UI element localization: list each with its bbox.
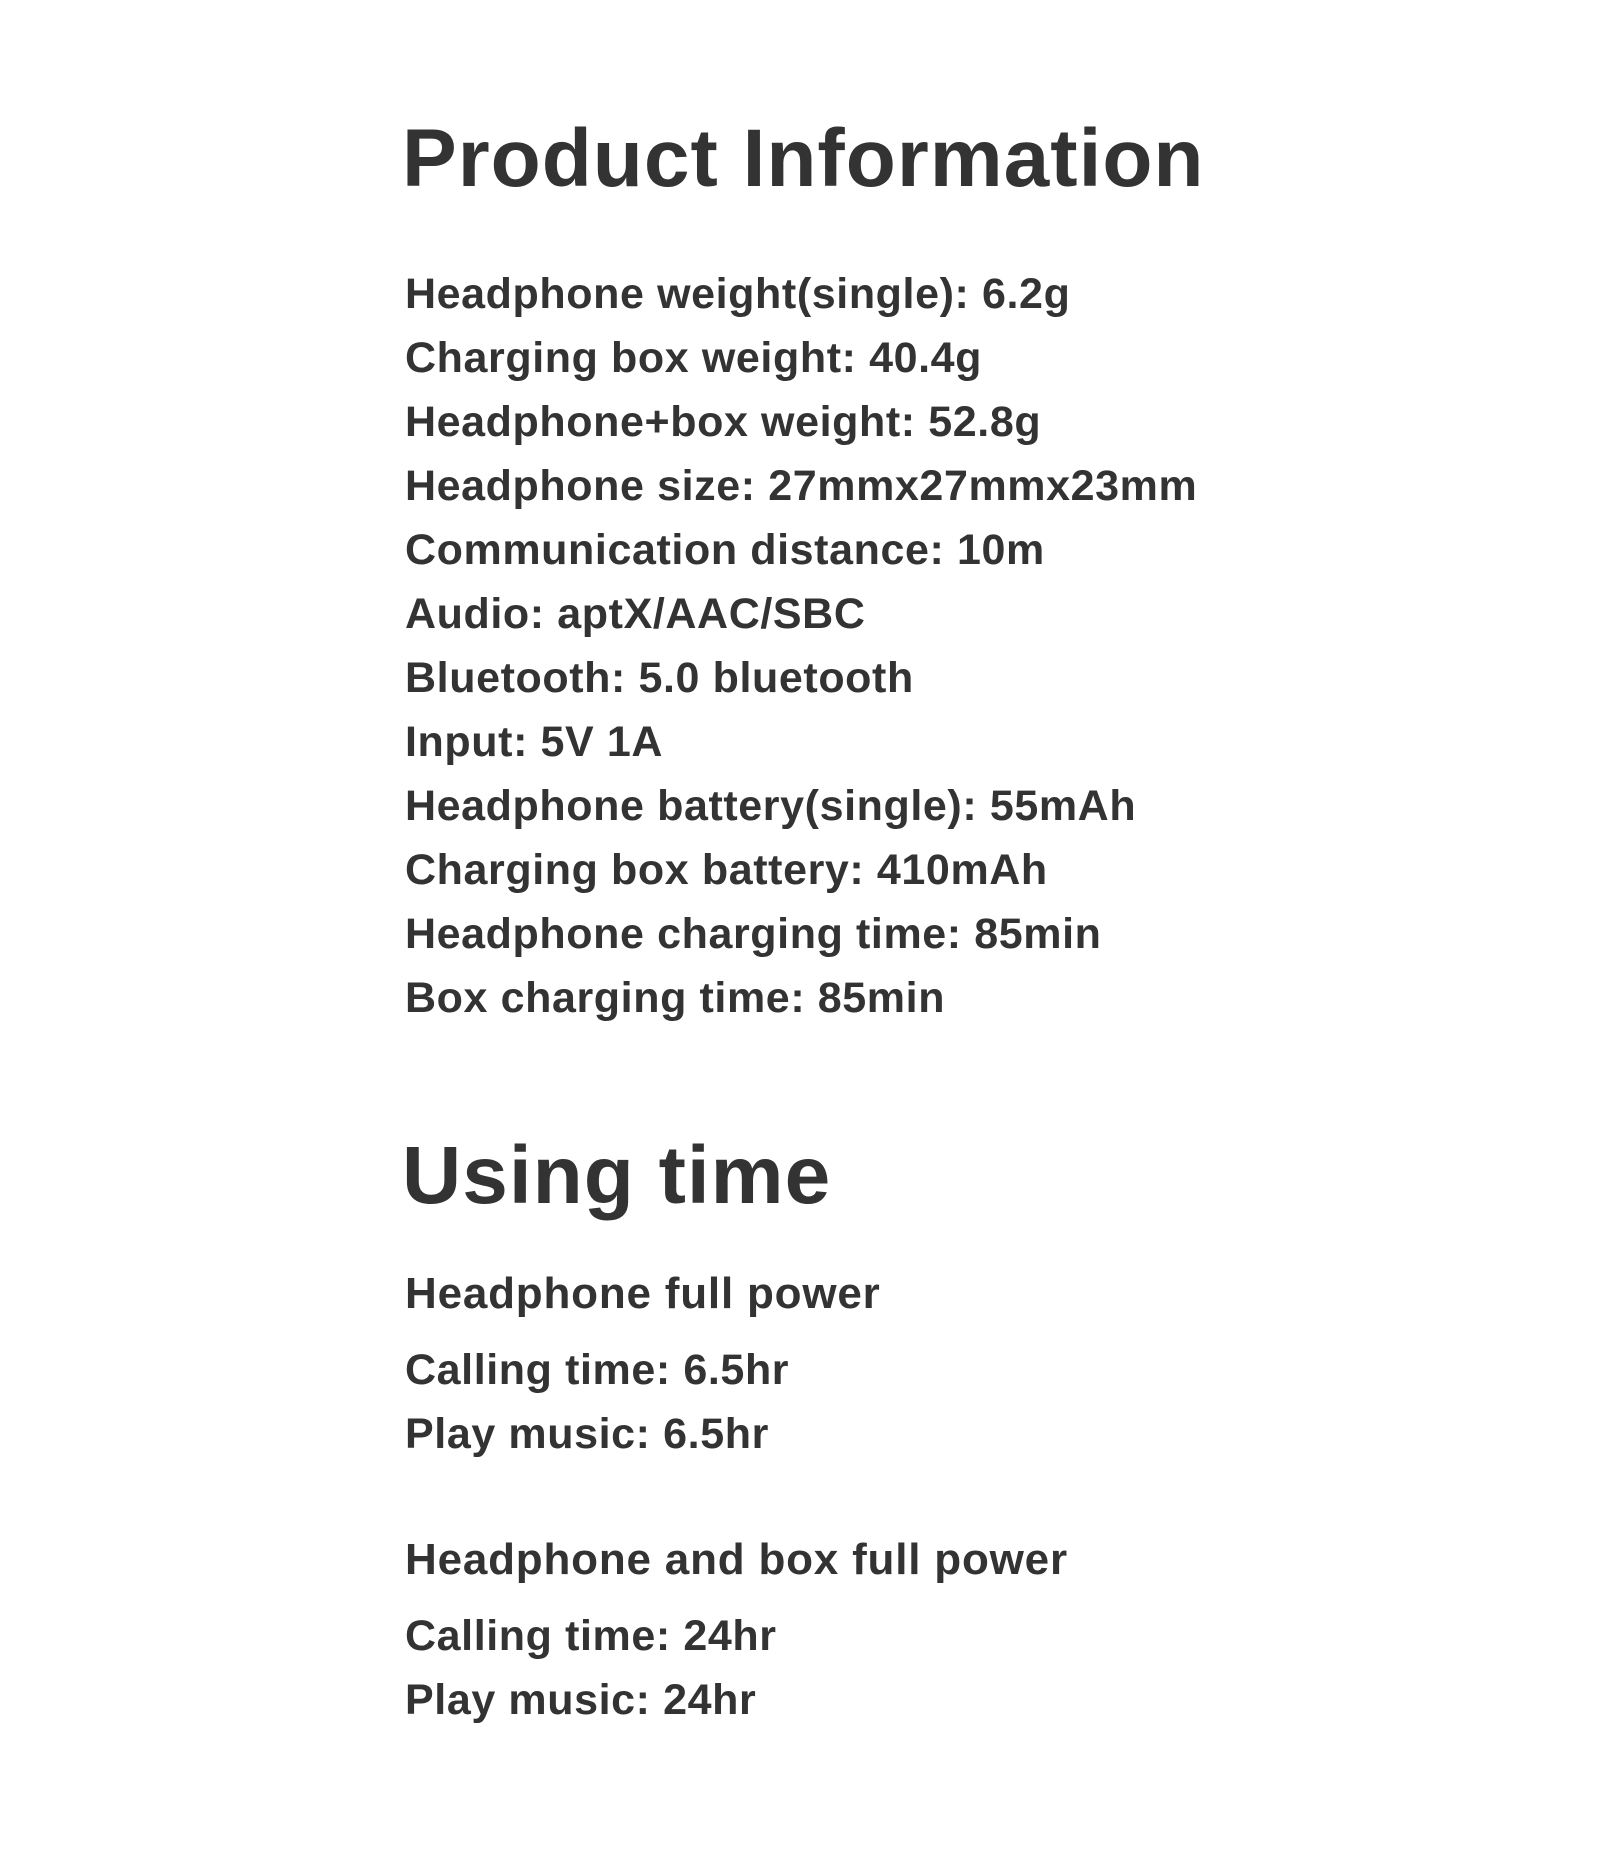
spec-input: Input: 5V 1A [405,718,664,766]
headphone-full-power-title: Headphone full power [405,1269,881,1318]
spec-charging-box-battery: Charging box battery: 410mAh [405,846,1048,894]
headphone-and-box-full-power-title: Headphone and box full power [405,1535,1068,1584]
spec-headphone-size: Headphone size: 27mmx27mmx23mm [405,462,1198,510]
headphone-full-power-list [405,1338,789,1466]
spec-list [405,262,1197,1030]
box-play-music: Play music: 24hr [405,1676,757,1724]
headphone-calling-time: Calling time: 6.5hr [405,1346,790,1394]
spec-headphone-weight: Headphone weight(single): 6.2g [405,270,1071,318]
spec-bluetooth: Bluetooth: 5.0 bluetooth [405,654,914,702]
spec-headphone-box-weight: Headphone+box weight: 52.8g [405,398,1042,446]
spec-audio: Audio: aptX/AAC/SBC [405,590,866,638]
spec-charging-box-weight: Charging box weight: 40.4g [405,334,983,382]
headphone-play-music: Play music: 6.5hr [405,1410,769,1458]
box-calling-time: Calling time: 24hr [405,1612,777,1660]
spec-headphone-charging-time: Headphone charging time: 85min [405,910,1102,958]
product-information-title: Product Information [402,113,1205,204]
using-time-title: Using time [402,1130,832,1221]
spec-box-charging-time: Box charging time: 85min [405,974,946,1022]
spec-headphone-battery: Headphone battery(single): 55mAh [405,782,1137,830]
spec-communication-distance: Communication distance: 10m [405,526,1045,574]
headphone-and-box-full-power-list [405,1604,777,1732]
